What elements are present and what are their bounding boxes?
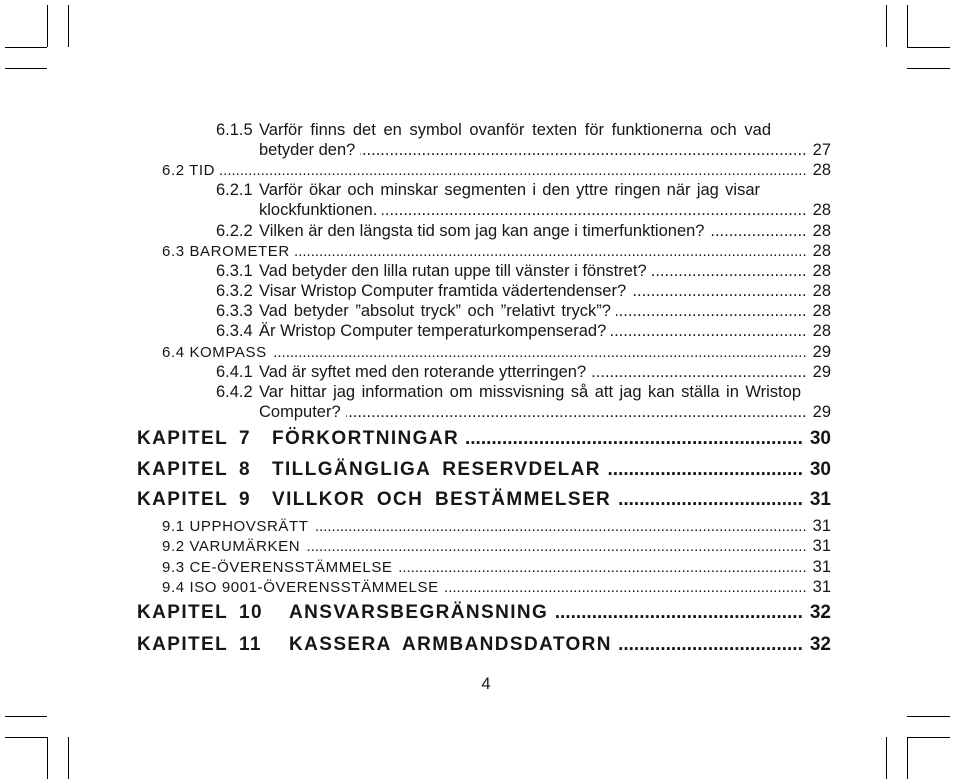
entry-number: 6.3.1 — [216, 262, 253, 280]
entry-title: Vad betyder ”absolut tryck” och ”relativt tryck”? — [259, 302, 611, 320]
page-ref: 31 — [812, 537, 831, 555]
toc-section-6-2 — [162, 160, 831, 180]
chapter-title: TILLGÄNGLIGA RESERVDELAR — [272, 459, 601, 480]
entry-title: Vad är syftet med den roterande ytterringen? — [259, 363, 587, 381]
chapter-label: KAPITEL — [137, 489, 229, 510]
page-ref: 28 — [812, 322, 831, 340]
dot-leader — [465, 426, 803, 452]
crop-marks-bottom-right — [887, 717, 951, 780]
toc-entry-6-2-1-continued — [259, 200, 831, 220]
page-ref: 28 — [812, 282, 831, 300]
chapter-label: KAPITEL — [137, 428, 229, 449]
toc-entry-6-3-1 — [216, 261, 831, 281]
page-ref: 31 — [812, 558, 831, 576]
page-ref: 31 — [812, 578, 831, 596]
toc-section-6-3 — [162, 241, 831, 261]
entry-number: 6.1.5 — [216, 121, 253, 139]
entry-number: 6.2.2 — [216, 222, 253, 240]
section-number: 6.4 — [162, 344, 185, 361]
page-ref: 30 — [809, 459, 831, 480]
toc-chapter-10 — [137, 600, 831, 626]
entry-title: Varför ökar och minskar segmenten i den yttre ringen när jag visar — [259, 181, 760, 199]
dot-leader — [554, 600, 803, 626]
entry-title: Visar Wristop Computer framtida vädertendenser? — [259, 282, 627, 300]
dot-leader — [618, 632, 803, 658]
toc-chapter-11 — [137, 632, 831, 658]
toc-entry-6-1-5 — [216, 120, 831, 140]
dot-leader — [314, 517, 807, 537]
dot-leader — [220, 161, 807, 181]
chapter-number: 7 — [239, 428, 251, 449]
dot-leader — [360, 140, 806, 160]
section-title: BAROMETER — [189, 243, 290, 260]
page-ref: 31 — [812, 517, 831, 535]
toc-section-9-1 — [162, 516, 831, 536]
toc-entry-6-2-1 — [216, 180, 831, 200]
chapter-label: KAPITEL — [137, 634, 229, 655]
dot-leader — [398, 558, 807, 578]
toc-chapter-8 — [137, 457, 831, 483]
section-number: 9.1 — [162, 518, 185, 535]
section-number: 6.3 — [162, 243, 185, 260]
dot-leader — [709, 221, 806, 241]
chapter-title: KASSERA ARMBANDSDATORN — [289, 634, 612, 655]
toc-chapter-7 — [137, 426, 831, 452]
toc-entry-6-3-4 — [216, 321, 831, 341]
chapter-label: KAPITEL — [137, 602, 229, 623]
page-ref: 27 — [812, 141, 831, 159]
dot-leader — [652, 261, 807, 281]
section-number: 9.4 — [162, 579, 185, 596]
chapter-number: 10 — [239, 602, 263, 623]
dot-leader — [444, 578, 807, 598]
page-ref: 32 — [809, 634, 831, 655]
chapter-title: FÖRKORTNINGAR — [272, 428, 460, 449]
chapter-title: VILLKOR OCH BESTÄMMELSER — [272, 489, 612, 510]
page-ref: 28 — [812, 201, 831, 219]
chapter-title: ANSVARSBEGRÄNSNING — [289, 602, 549, 623]
entry-number: 6.3.2 — [216, 282, 253, 300]
toc-chapter-9 — [137, 487, 831, 513]
dot-leader — [305, 537, 806, 557]
dot-leader — [616, 301, 807, 321]
chapter-number: 11 — [239, 634, 262, 655]
entry-number: 6.4.2 — [216, 383, 253, 401]
entry-title: Var hittar jag information om missvisning så att jag kan ställa in Wristop — [259, 383, 801, 401]
dot-leader — [631, 281, 806, 301]
dot-leader — [617, 487, 803, 513]
section-title: UPPHOVSRÄTT — [189, 518, 309, 535]
entry-title-continued: betyder den? — [259, 141, 356, 159]
section-number: 9.3 — [162, 559, 185, 576]
chapter-number: 8 — [239, 459, 251, 480]
toc-entry-6-3-2 — [216, 281, 831, 301]
toc-entry-6-1-5-continued — [259, 140, 831, 160]
entry-title: Varför finns det en symbol ovanför texten för funktionerna och vad — [259, 121, 771, 139]
page-ref: 28 — [812, 222, 831, 240]
dot-leader — [272, 343, 807, 363]
entry-number: 6.4.1 — [216, 363, 253, 381]
entry-title: Vilken är den längsta tid som jag kan ange i timerfunktionen? — [259, 222, 705, 240]
dot-leader — [611, 321, 806, 341]
entry-number: 6.3.4 — [216, 322, 253, 340]
section-number: 6.2 — [162, 162, 185, 179]
toc-entry-6-4-2 — [216, 382, 831, 402]
section-title: KOMPASS — [189, 344, 267, 361]
toc-section-6-4 — [162, 342, 831, 362]
toc-section-9-3 — [162, 557, 831, 577]
entry-title: Är Wristop Computer temperaturkompenserad? — [259, 322, 607, 340]
toc-entry-6-3-3 — [216, 301, 831, 321]
dot-leader — [382, 200, 806, 220]
page-ref: 29 — [812, 343, 831, 361]
crop-marks-bottom-left — [5, 717, 69, 780]
crop-marks-top-left — [5, 5, 69, 69]
page-ref: 28 — [812, 242, 831, 260]
toc-entry-6-2-2 — [216, 221, 831, 241]
section-title: TID — [189, 162, 216, 179]
toc-section-9-2 — [162, 536, 831, 556]
section-title: ISO 9001-ÖVERENSSTÄMMELSE — [189, 579, 439, 596]
dot-leader — [295, 242, 807, 262]
dot-leader — [591, 362, 807, 382]
section-title: VARUMÄRKEN — [189, 538, 301, 555]
entry-title: Vad betyder den lilla rutan uppe till vänster i fönstret? — [259, 262, 647, 280]
page-ref: 29 — [812, 363, 831, 381]
crop-marks-top-right — [887, 5, 951, 69]
dot-leader — [346, 402, 807, 422]
page-ref: 32 — [809, 602, 831, 623]
toc-section-9-4 — [162, 577, 831, 597]
dot-leader — [607, 457, 803, 483]
entry-title-continued: klockfunktionen. — [259, 201, 378, 219]
entry-number: 6.2.1 — [216, 181, 253, 199]
page-ref: 29 — [812, 403, 831, 421]
page-ref: 31 — [809, 489, 831, 510]
page-ref: 28 — [812, 262, 831, 280]
page-ref: 28 — [812, 302, 831, 320]
entry-number: 6.3.3 — [216, 302, 253, 320]
page-number: 4 — [481, 675, 491, 693]
page-ref: 30 — [809, 428, 831, 449]
toc-entry-6-4-1 — [216, 362, 831, 382]
section-title: CE-ÖVERENSSTÄMMELSE — [189, 559, 393, 576]
entry-title-continued: Computer? — [259, 403, 341, 421]
chapter-number: 9 — [239, 489, 251, 510]
page-ref: 28 — [812, 161, 831, 179]
chapter-label: KAPITEL — [137, 459, 229, 480]
toc-entry-6-4-2-continued — [259, 402, 831, 422]
section-number: 9.2 — [162, 538, 185, 555]
